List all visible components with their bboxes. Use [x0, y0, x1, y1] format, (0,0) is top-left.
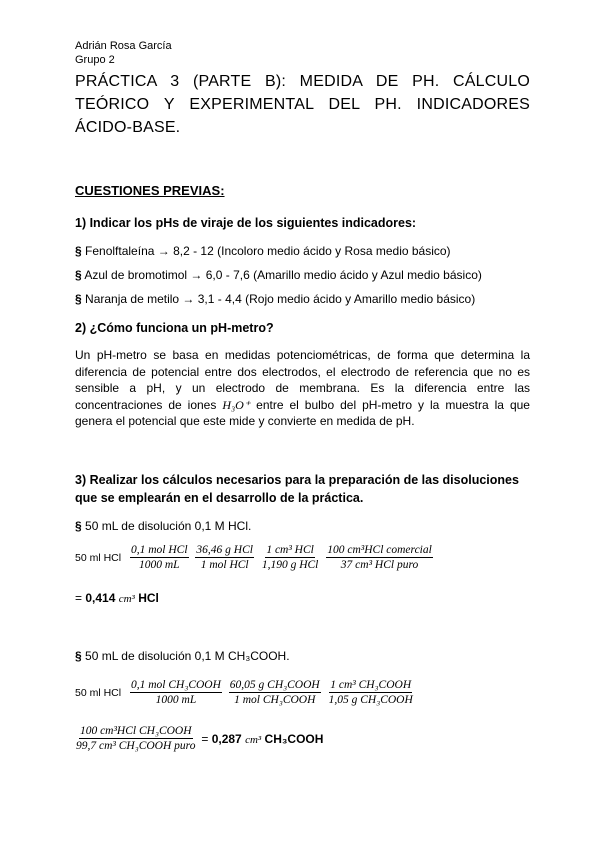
- list-item: [75, 244, 451, 258]
- question-1: 1) Indicar los pHs de viraje de los siguientes indicadores:: [75, 216, 417, 230]
- hcl-result-value: 0,414: [85, 591, 116, 605]
- fraction: $\frac{\text{0,1 mol CH₃COOH}}{1000 mL}$: [130, 679, 221, 706]
- bullet-icon: §: [75, 649, 82, 663]
- bullet-icon: §: [75, 244, 82, 258]
- bullet-icon: §: [75, 292, 82, 306]
- answer-2: [75, 347, 530, 430]
- acetic-label: 50 ml HCl: [75, 686, 122, 699]
- list-item: [75, 649, 290, 663]
- answer-2-part2: entre el bulbo del pH-metro y la muestra la que genera el potencial que este mide y convierte en medida de pH.: [75, 397, 530, 428]
- section-heading: CUESTIONES PREVIAS:: [75, 183, 225, 198]
- author-name: Adrián Rosa García: [75, 40, 172, 52]
- hcl-calculation: [75, 543, 435, 572]
- document-title: PRÁCTICA 3 (PARTE B): MEDIDA DE PH. CÁLCULO TEÓRICO Y EXPERIMENTAL DEL PH. INDICADORES ÁCIDO-BASE.: [75, 73, 530, 136]
- question-3: 3) Realizar los cálculos necesarios para la preparación de las disoluciones que se emplearán en el desarrollo de la práctica.: [75, 473, 519, 505]
- question-2: 2) ¿Cómo funciona un pH-metro?: [75, 321, 274, 335]
- hcl-label: 50 ml HCl: [75, 551, 122, 564]
- fraction: $\frac{\text{1 cm³ HCl}}{\text{1,190 g HCl}}$: [261, 544, 319, 571]
- fraction: $\frac{\text{36,46 g HCl}}{\text{1 mol HCl}}$: [196, 544, 253, 571]
- hydronium-ion: H₃O⁺: [222, 397, 251, 412]
- indicator-phenolphthalein: Fenolftaleína → 8,2 - 12 (Incoloro medio ácido y Rosa medio básico): [85, 244, 451, 258]
- fraction: $\frac{\text{0,1 mol HCl}}{1000 mL}$: [130, 544, 188, 571]
- group-label: Grupo 2: [75, 54, 115, 66]
- acetic-result: = 0,287 cm³ CH₃COOH: [201, 731, 324, 746]
- hcl-result: = 0,414 cm³ HCl: [75, 591, 159, 605]
- fraction: $\frac{\text{60,05 g CH₃COOH}}{\text{1 mol CH₃COOH}}$: [229, 679, 320, 706]
- indicator-bromothymol: Azul de bromotimol → 6,0 - 7,6 (Amarillo medio ácido y Azul medio básico): [84, 268, 482, 282]
- hcl-heading: 50 mL de disolución 0,1 M HCl.: [85, 519, 252, 533]
- list-item: [75, 268, 482, 282]
- acetic-result-value: 0,287: [211, 731, 242, 746]
- bullet-icon: §: [75, 519, 82, 533]
- indicator-methyl-orange: Naranja de metilo → 3,1 - 4,4 (Rojo medio ácido y Amarillo medio básico): [85, 292, 476, 306]
- fraction: $\frac{\text{100 cm³HCl CH₃COOH}}{\text{99,7 cm³ CH₃COOH puro}}$: [76, 725, 196, 752]
- acetic-calculation: [75, 678, 416, 707]
- acetic-heading: 50 mL de disolución 0,1 M CH₃COOH.: [85, 649, 290, 663]
- acetic-calculation-line2: [75, 724, 323, 753]
- list-item: [75, 519, 251, 533]
- answer-2-part1: Un pH-metro se basa en medidas potenciométricas, de forma que determina la diferencia de potencial entre dos electrodos, el electrodo de referencia que no es sensible a pH, y un electrodo de membrana. Es la diferencia entre las concentraciones de iones: [75, 348, 530, 412]
- bullet-icon: §: [75, 268, 82, 282]
- list-item: [75, 292, 475, 306]
- fraction: $\frac{\text{100 cm³HCl comercial}}{\text{37 cm³ HCl puro}}$: [327, 544, 432, 571]
- fraction: $\frac{\text{1 cm³ CH₃COOH}}{\text{1,05 g CH₃COOH}}$: [328, 679, 413, 706]
